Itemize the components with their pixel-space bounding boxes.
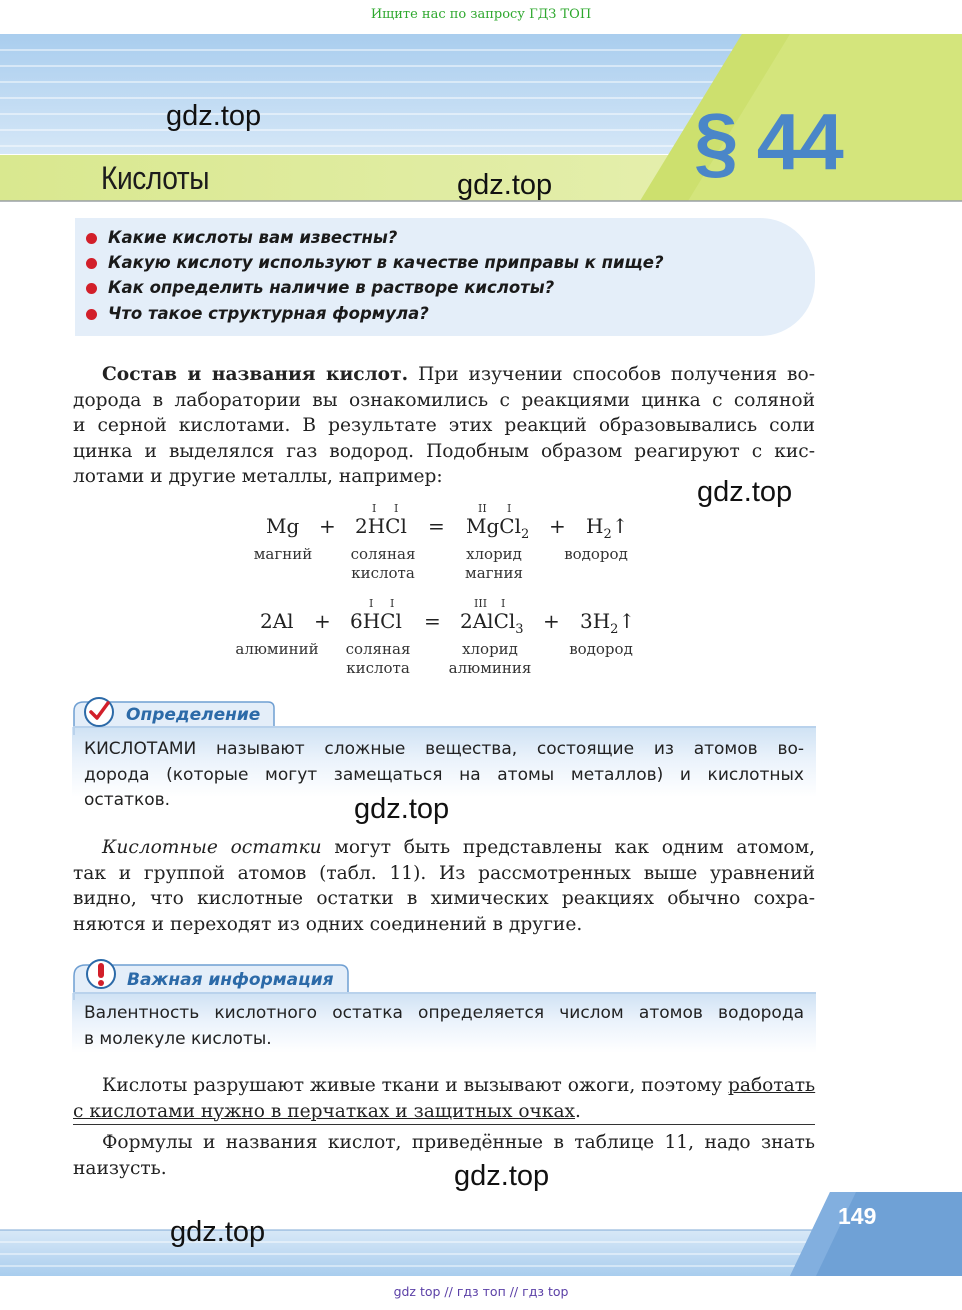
intro-paragraph: Состав и названия кислот. При изучении способов получения во- дорода в лаборатории вы ознакомились с реакциями цинка с соляной и серной кислотами. В результате этих реакций образовывались соли цинка и выделялся газ водород. Подобным образом реагируют с кис- лотами и другие металлы, например: [73,364,815,487]
question-item: Какую кислоту используют в качестве приправы к пище? [108,253,664,272]
bottom-banner [0,1190,962,1280]
chapter-title: Кислоты [101,160,210,196]
residues-paragraph: Кислотные остатки могут быть представлены как одним атомом, так и группой атомов (табл. 11). Из рассмотренных выше уравнений видно, что кислотные остатки в химических реакциях обычно сохра- няются и переходят из одних соединений в другие. [73,837,815,935]
memorize-paragraph: Формулы и названия кислот, приведённые в таблице 11, надо знать наизусть. [73,1132,815,1179]
watermark: gdz.top [170,1216,266,1248]
watermark: gdz.top [166,100,262,132]
bullet-icon [86,309,97,320]
watermark: gdz.top [697,476,793,508]
top-search-note: Ищите нас по запросу ГДЗ ТОП [370,7,592,22]
intro-heading: Состав и названия кислот. [102,364,409,385]
arrow-up-icon: ↑ [611,514,629,538]
watermark: gdz.top [354,793,450,825]
definition-text: КИСЛОТАМИ называют сложные вещества, состоящие из атомов во- дорода (которые могут замещаться на атомы металлов) и кислотных остатков. [84,739,804,810]
question-item: Какие кислоты вам известны? [108,228,397,247]
question-item: Как определить наличие в растворе кислоты? [108,278,554,297]
watermark: gdz.top [454,1160,550,1192]
page-number: 149 [838,1203,877,1229]
residues-term: Кислотные остатки [102,837,322,858]
important-title: Важная информация [127,970,334,990]
exclamation-icon [84,957,118,991]
bullet-icon [86,258,97,269]
watermark: gdz.top [457,169,553,201]
bullet-icon [86,233,97,244]
important-text: Валентность кислотного остатка определяется числом атомов водорода в молекуле кислоты. [84,1003,804,1049]
bullet-icon [86,283,97,294]
section-number: § 44 [694,97,842,186]
definition-title: Определение [126,705,261,725]
footer-note: gdz top // гдз топ // гдз top [393,1284,569,1299]
safety-paragraph: Кислоты разрушают живые ткани и вызывают ожоги, поэтому работать с кислотами нужно в перчатках и защитных очках. [73,1075,816,1122]
arrow-up-icon: ↑ [618,609,636,633]
divider-line [73,1124,815,1125]
question-item: Что такое структурная формула? [108,304,429,323]
check-mark-icon [82,695,116,729]
